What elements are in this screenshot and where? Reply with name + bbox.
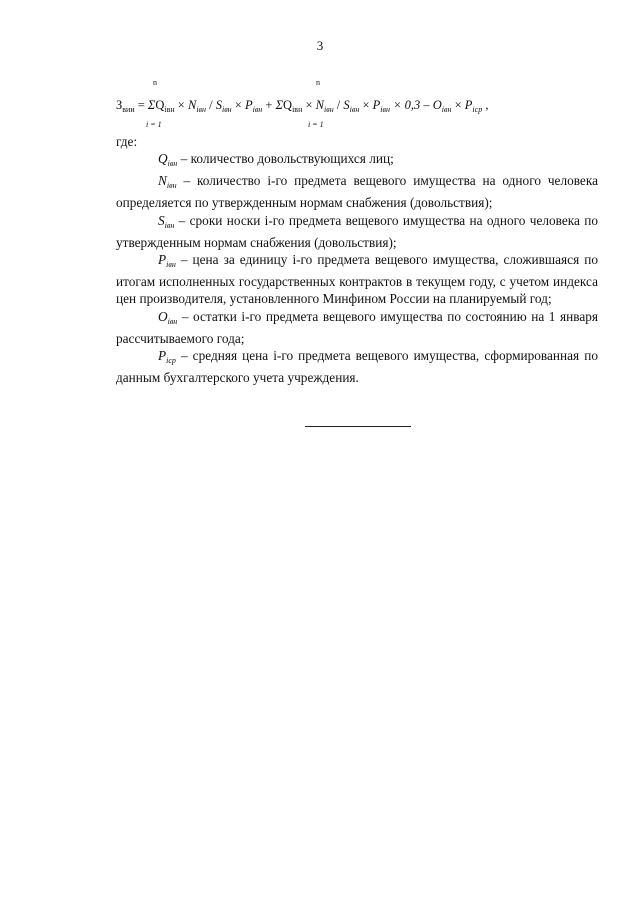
- sum-lower-limit-2: i = 1: [308, 120, 324, 129]
- definition-o: $O_{iвн}$ – остатки i-го предмета вещевого имущества по состоянию на 1 января рассчитываемого года;: [116, 308, 598, 346]
- where-label: где:: [116, 134, 138, 149]
- page-number: 3: [316, 38, 324, 53]
- lhs-symbol: З: [116, 98, 123, 112]
- closing-rule: [305, 426, 411, 427]
- sum-lower-limit-1: i = 1: [146, 120, 162, 129]
- sum-upper-limit-2: n: [316, 78, 320, 87]
- definition-s: $S_{iвн}$ – сроки носки i-го предмета вещевого имущества на одного человека по утвержденным нормам снабжения (довольствия);: [116, 212, 598, 250]
- definition-n: $N_{iвн}$ – количество i-го предмета вещевого имущества на одного человека определяется по утвержденным нормам снабжения (довольствия);: [116, 173, 598, 211]
- definitions-list: [116, 150, 598, 386]
- definition-q: $Q_{iвн}$ – количество довольствующихся лиц;: [158, 151, 394, 168]
- formula-expression: $З_{вии} = \Sigma Q_{iвн} \times N_{iвн} / S_{iвн} \times P_{iвн} + \Sigma Q_{iвн} \times N_{iвн} / S_{iвн} \times P_{iвн} \times 0,3 - O_{iвн} \times P_{iср}$ ,: [116, 98, 489, 114]
- definition-p: $P_{iвн}$ – цена за единицу i-го предмета вещевого имущества, сложившаяся по итогам исполненных государственных контрактов в текущем году, с учетом индекса цен производителя, установленного Минфином России на планируемый год;: [116, 252, 598, 307]
- sum-sign: Σ: [147, 98, 156, 112]
- sum-upper-limit-1: n: [153, 78, 157, 87]
- formula: [116, 78, 596, 134]
- definition-p-avg: $P_{iср}$ – средняя цена i-го предмета вещевого имущества, сформированная по данным бухгалтерского учета учреждения.: [116, 348, 598, 386]
- sum-sign: Σ: [275, 98, 284, 112]
